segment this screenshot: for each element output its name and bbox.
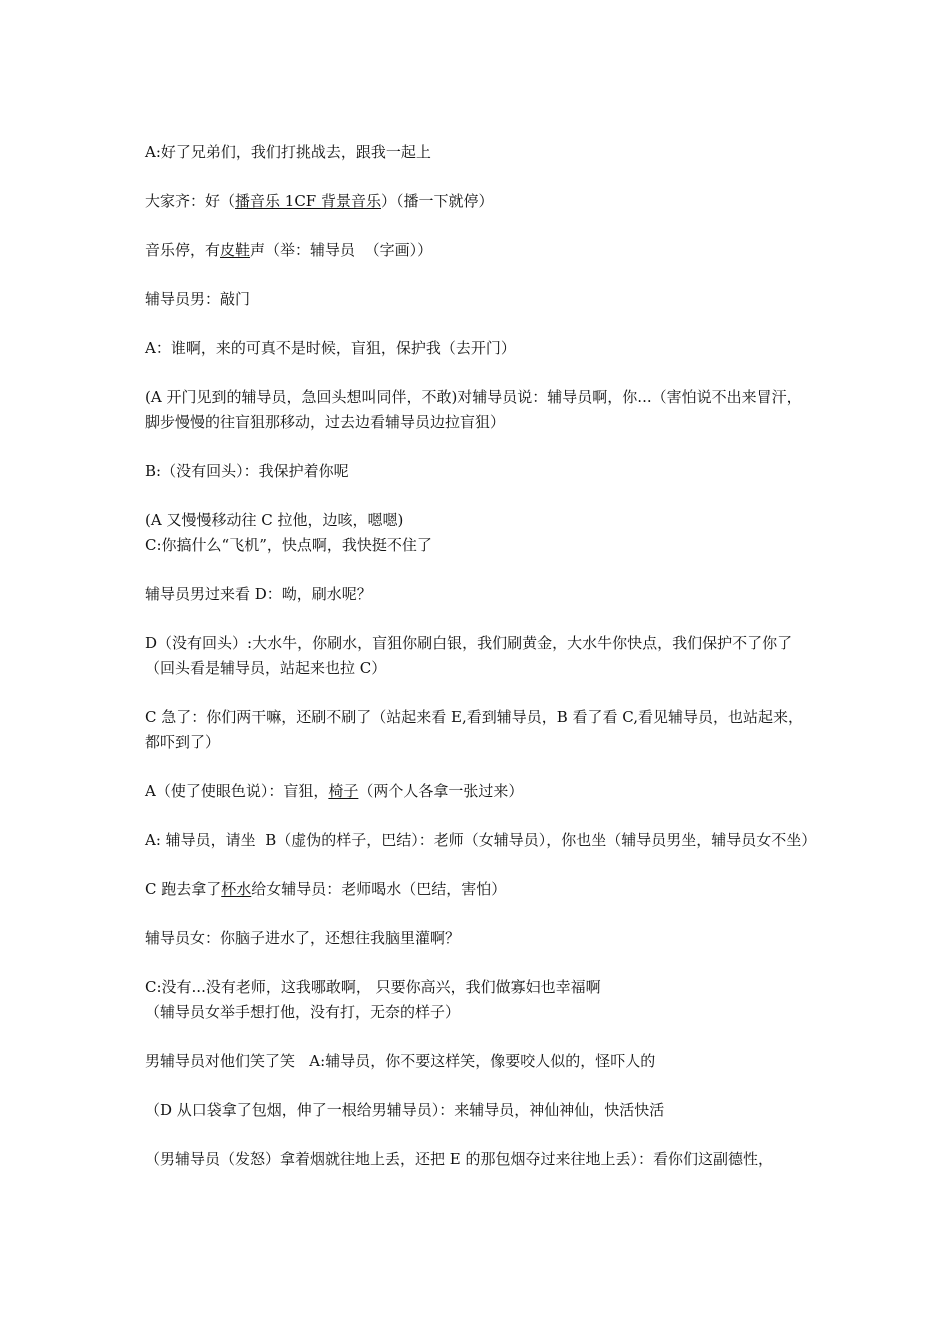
line-text: D（没有回头）:大水牛，你刷水，盲狙你刷白银，我们刷黄金，大水牛你快点，我们保护不了你了（回头看是辅导员，站起来也拉 C） — [145, 634, 793, 677]
paragraph-18 — [145, 1000, 810, 1025]
line-text: ）（播一下就停） — [380, 192, 494, 210]
line-text: 声（举：辅导员 （字画）） — [250, 241, 433, 259]
line-text: B:（没有回头）：我保护着你呢 — [145, 462, 349, 480]
paragraph-5 — [145, 336, 810, 361]
line-text: 音乐停，有 — [145, 241, 221, 259]
line-text: C 急了：你们两干嘛，还刷不刷了（站起来看 E,看到辅导员，B 看了看 C,看见辅导员，也站起来，都吓到了） — [145, 708, 804, 751]
line-text: 给女辅导员：老师喝水（巴结，害怕） — [251, 880, 507, 898]
line-text: A:好了兄弟们，我们打挑战去，跟我一起上 — [145, 143, 431, 161]
paragraph-7 — [145, 459, 810, 484]
paragraph-15 — [145, 877, 810, 902]
line-text: (A 又慢慢移动往 C 拉他，边咳，嗯嗯) — [145, 511, 404, 529]
line-text: 辅导员男过来看 D：呦，刷水呢？ — [145, 585, 372, 603]
line-text: A: 辅导员，请坐 B（虚伪的样子，巴结）：老师（女辅导员），你也坐（辅导员男坐，辅导员女不坐） — [145, 831, 817, 849]
line-text: 大家齐：好（ — [145, 192, 236, 210]
paragraph-4 — [145, 287, 810, 312]
line-text: （辅导员女举手想打他，没有打，无奈的样子） — [145, 1003, 461, 1021]
paragraph-2 — [145, 189, 810, 214]
paragraph-13 — [145, 779, 810, 804]
line-text: A：谁啊，来的可真不是时候，盲狙，保护我（去开门） — [145, 339, 516, 357]
line-text: C:没有...没有老师，这我哪敢啊， 只要你高兴，我们做寡妇也幸福啊 — [145, 978, 601, 996]
line-text: （两个人各拿一张过来） — [358, 782, 524, 800]
underlined-cue: 皮鞋 — [220, 241, 251, 259]
line-text: 辅导员女：你脑子进水了，还想往我脑里灌啊？ — [145, 929, 461, 947]
paragraph-20 — [145, 1098, 810, 1123]
paragraph-21 — [145, 1147, 810, 1172]
line-text: 男辅导员对他们笑了笑 A:辅导员，你不要这样笑，像要咬人似的，怪吓人的 — [145, 1052, 656, 1070]
line-text: C:你搞什么“飞机”，快点啊，我快挺不住了 — [145, 536, 432, 554]
paragraph-14 — [145, 828, 817, 853]
paragraph-10 — [145, 582, 810, 607]
line-text: 辅导员男：敲门 — [145, 290, 251, 308]
underlined-prop: 椅子 — [328, 782, 359, 800]
line-text: （男辅导员（发怒）拿着烟就往地上丢，还把 E 的那包烟夺过来往地上丢）：看你们这副德性， — [145, 1150, 773, 1168]
paragraph-16 — [145, 926, 810, 951]
line-text: C 跑去拿了 — [145, 880, 222, 898]
paragraph-12 — [145, 705, 810, 755]
paragraph-6 — [145, 385, 810, 435]
line-text: （D 从口袋拿了包烟，伸了一根给男辅导员）：来辅导员，神仙神仙，快活快活 — [145, 1101, 665, 1119]
paragraph-9 — [145, 533, 810, 558]
paragraph-1 — [145, 140, 810, 165]
paragraph-11 — [145, 631, 810, 681]
paragraph-3 — [145, 238, 810, 263]
paragraph-8 — [145, 508, 810, 533]
paragraph-17 — [145, 975, 810, 1000]
paragraph-19 — [145, 1049, 810, 1074]
line-text: A（使了使眼色说）：盲狙， — [145, 782, 329, 800]
script-text — [145, 140, 817, 1196]
line-text: (A 开门见到的辅导员，急回头想叫同伴，不敢)对辅导员说：辅导员啊，你...（害怕说不出来冒汗，脚步慢慢的往盲狙那移动，过去边看辅导员边拉盲狙） — [145, 388, 802, 431]
underlined-prop: 杯水 — [221, 880, 252, 898]
underlined-cue: 播音乐 1CF 背景音乐 — [235, 192, 381, 210]
